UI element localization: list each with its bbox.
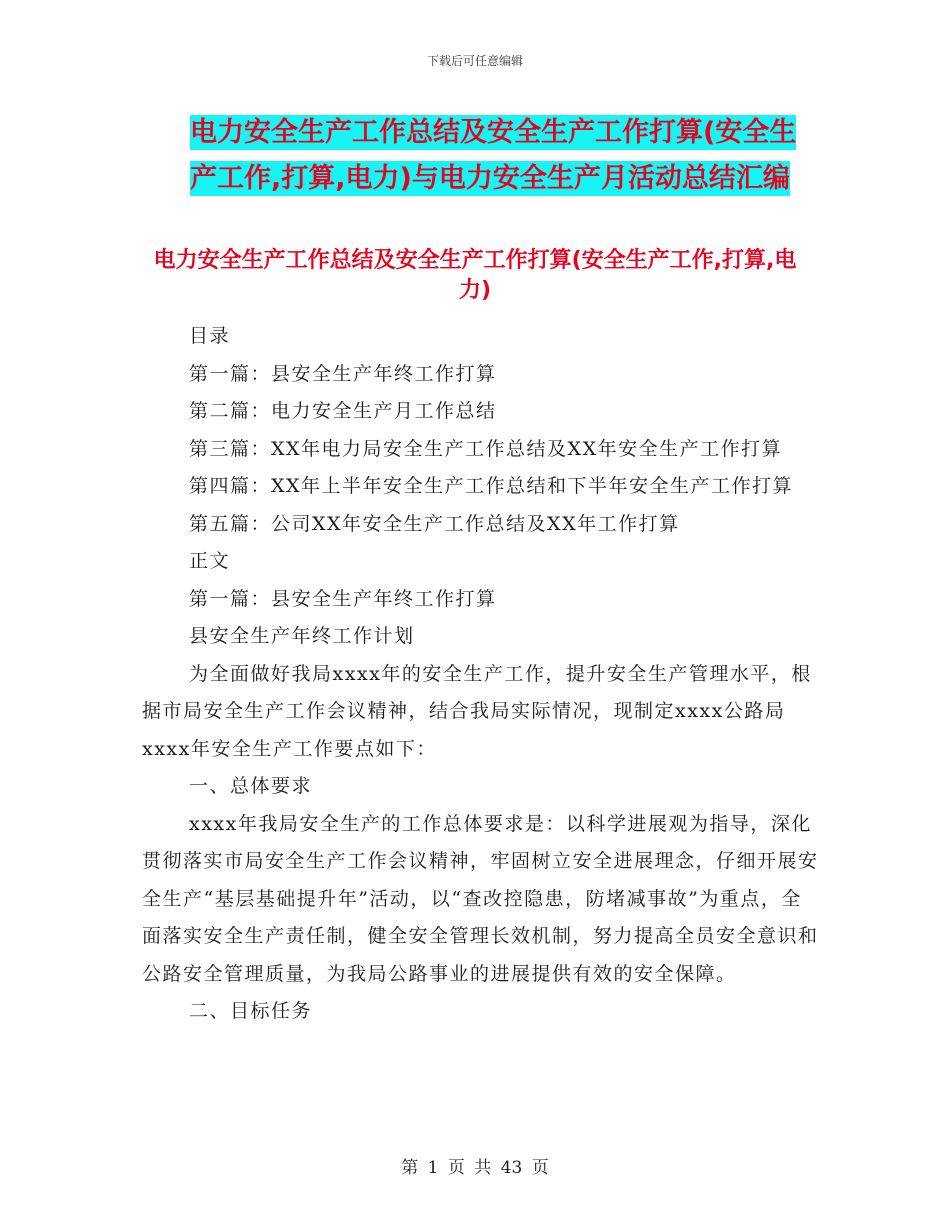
paragraph-intro: 为全面做好我局xxxx年的安全生产工作，提升安全生产管理水平，根据市局安全生产工作会议精神，结合我局实际情况，现制定xxxx公路局xxxx年安全生产工作要点如下： — [142, 662, 812, 760]
paragraph-section-1-body: xxxx年我局安全生产的工作总体要求是：以科学进展观为指导，深化贯彻落实市局安全生产工作会议精神，牢固树立安全进展理念，仔细开展安全生产“基层基础提升年”活动，以“查改控隐患，防堵减事故”为重点，全面落实安全生产责任制，健全安全管理长效机制，努力提高全员安全意识和公路安全管理质量，为我局公路事业的进展提供有效的安全保障。 — [142, 812, 819, 985]
document-body — [142, 318, 822, 1031]
page-header-note: 下载后可任意编辑 — [426, 54, 523, 68]
section-title: 电力安全生产工作总结及安全生产工作打算(安全生产工作,打算,电力) — [153, 248, 797, 303]
paragraph-toc-item-4: 第四篇：XX年上半年安全生产工作总结和下半年安全生产工作打算 — [189, 475, 794, 497]
paragraph-toc-item-1: 第一篇：县安全生产年终工作打算 — [189, 362, 497, 385]
paragraph-section-2-heading: 二、目标任务 — [189, 1000, 313, 1022]
page-footer: 第 1 页 共 43 页 — [401, 1158, 549, 1178]
paragraph-toc-heading: 目录 — [189, 325, 231, 347]
document-main-title — [190, 110, 820, 202]
paragraph-plan-title: 县安全生产年终工作计划 — [189, 625, 415, 647]
paragraph-body-heading: 正文 — [189, 550, 231, 572]
paragraph-section-1-heading: 一、总体要求 — [189, 775, 313, 797]
paragraph-toc-item-3: 第三篇：XX年电力局安全生产工作总结及XX年安全生产工作打算 — [189, 437, 783, 460]
main-title-highlight: 电力安全生产工作总结及安全生产工作打算(安全生产工作,打算,电力)与电力安全生产月活动总结汇编 — [190, 117, 797, 194]
paragraph-toc-item-2: 第二篇：电力安全生产月工作总结 — [189, 400, 497, 422]
paragraph-toc-item-5: 第五篇：公司XX年安全生产工作总结及XX年工作打算 — [189, 512, 680, 535]
paragraph-chapter-title: 第一篇：县安全生产年终工作打算 — [189, 587, 497, 610]
